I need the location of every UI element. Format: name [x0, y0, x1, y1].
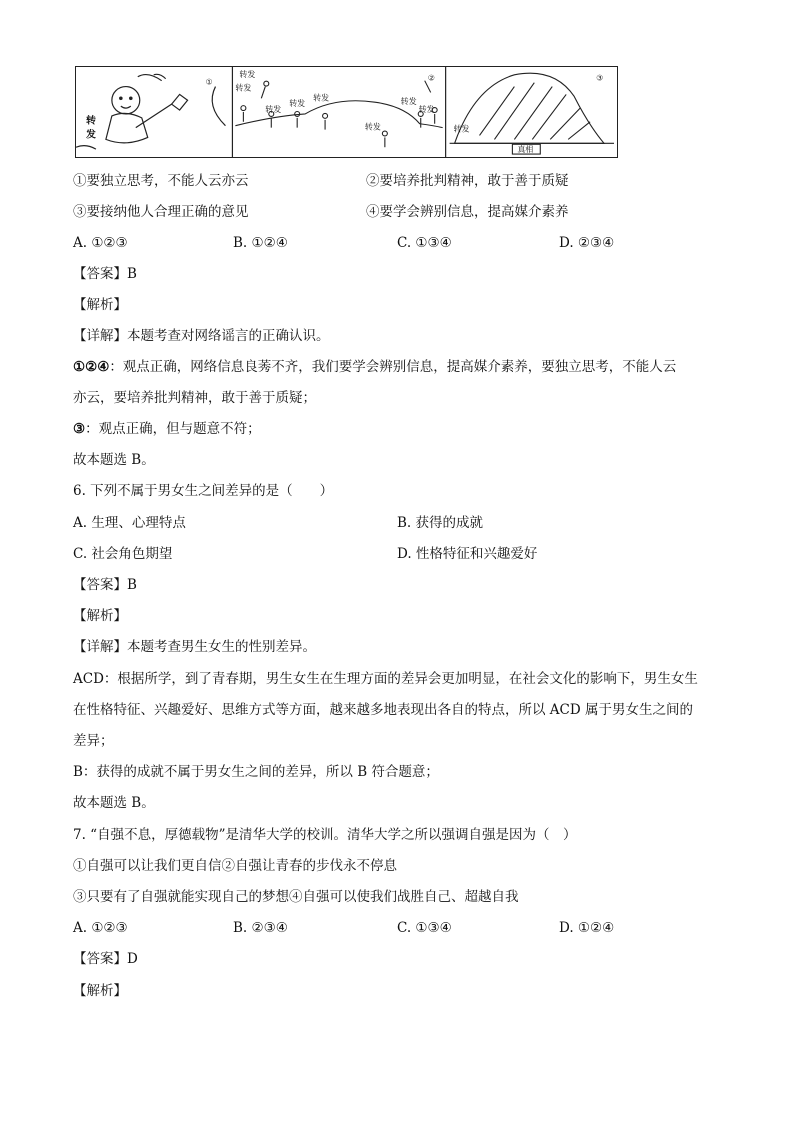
q5-exp2-label: ③	[73, 421, 86, 437]
panel-label-2: ②	[427, 73, 435, 83]
q6-choice-b: B. 获得的成就	[397, 515, 484, 531]
q5-explanation-1b: 亦云，要培养批判精神，敢于善于质疑；	[73, 390, 316, 406]
q5-choice-b: B. ①②④	[233, 235, 288, 251]
q5-analysis-heading: 【解析】	[73, 297, 127, 313]
q6-choice-c: C. 社会角色期望	[73, 546, 173, 562]
q6-choice-a: A. 生理、心理特点	[73, 515, 186, 531]
q6-answer: 【答案】B	[73, 577, 137, 593]
q5-explanation-2	[73, 420, 261, 438]
q6-explanation-2: B：获得的成就不属于男女生之间的差异，所以 B 符合题意；	[73, 764, 439, 780]
q7-answer: 【答案】D	[73, 951, 138, 967]
q7-statement-2: ③只要有了自强就能实现自己的梦想④自强可以使我们战胜自己、超越自我	[73, 889, 519, 905]
comic-strip	[75, 66, 618, 158]
q5-answer: 【答案】B	[73, 266, 137, 282]
comic-illustration	[76, 67, 617, 157]
q5-exp1-label: ①②④	[73, 359, 110, 375]
panel2-text-4: 转发	[289, 99, 306, 109]
panel1-text-1: 转	[85, 115, 96, 127]
q7-choice-b: B. ②③④	[233, 920, 288, 936]
q7-statement-1: ①自强可以让我们更自信②自强让青春的步伐永不停息	[73, 858, 397, 874]
q5-choice-c: C. ①③④	[397, 235, 452, 251]
q7-choice-d: D. ①②④	[559, 920, 615, 936]
q6-explanation-1c: 差异；	[73, 733, 114, 749]
q6-detail: 【详解】本题考查男生女生的性别差异。	[73, 639, 316, 655]
q5-choice-d: D. ②③④	[559, 235, 615, 251]
panel2-text-5: 转发	[313, 93, 330, 103]
panel1-drawing	[76, 74, 225, 149]
q5-exp2-text: ：观点正确，但与题意不符；	[85, 421, 261, 437]
panel1-text-2: 发	[85, 129, 96, 141]
panel3-drawing	[450, 73, 614, 154]
q7-choice-c: C. ①③④	[397, 920, 452, 936]
q5-exp1-text: ：观点正确，网络信息良莠不齐，我们要学会辨别信息，提高媒介素养，要独立思考，不能人云	[109, 359, 677, 375]
q7-question: 7. “自强不息，厚德载物”是清华大学的校训。清华大学之所以强调自强是因为（ ）	[73, 827, 577, 843]
panel2-text-3: 转发	[265, 105, 282, 114]
q6-conclusion: 故本题选 B。	[73, 795, 155, 811]
q5-detail: 【详解】本题考查对网络谣言的正确认识。	[73, 328, 330, 344]
q5-explanation-1a	[73, 358, 676, 376]
q6-analysis-heading: 【解析】	[73, 608, 127, 624]
q5-option-2: ②要培养批判精神，敢于善于质疑	[366, 173, 569, 189]
panel2-text-1: 转发	[239, 69, 256, 79]
q5-choice-a: A. ①②③	[73, 235, 128, 251]
panel2-text-6: 转发	[364, 122, 381, 132]
panel3-text-1: 转发	[453, 124, 470, 134]
q5-conclusion: 故本题选 B。	[73, 452, 155, 468]
panel-label-1: ①	[205, 77, 213, 87]
q6-explanation-1a: ACD：根据所学，到了青春期，男生女生在生理方面的差异会更加明显，在社会文化的影响下，男生女生	[73, 671, 698, 687]
panel3-text-2: 真相	[517, 145, 534, 155]
panel2-text-7: 转发	[400, 97, 417, 107]
q7-choice-a: A. ①②③	[73, 920, 128, 936]
panel2-text-8: 转发	[418, 105, 435, 114]
q6-question: 6. 下列不属于男女生之间差异的是（ ）	[73, 483, 334, 499]
panel-label-3: ③	[596, 73, 604, 83]
q5-option-1: ①要独立思考，不能人云亦云	[73, 173, 249, 189]
q5-option-4: ④要学会辨别信息，提高媒介素养	[366, 204, 569, 220]
q6-explanation-1b: 在性格特征、兴趣爱好、思维方式等方面，越来越多地表现出各自的特点，所以 ACD 属于男女生之间的	[73, 702, 693, 718]
q7-analysis-heading: 【解析】	[73, 983, 127, 999]
q6-choice-d: D. 性格特征和兴趣爱好	[397, 546, 538, 562]
q5-option-3: ③要接纳他人合理正确的意见	[73, 204, 249, 220]
panel2-text-2: 转发	[235, 83, 252, 93]
